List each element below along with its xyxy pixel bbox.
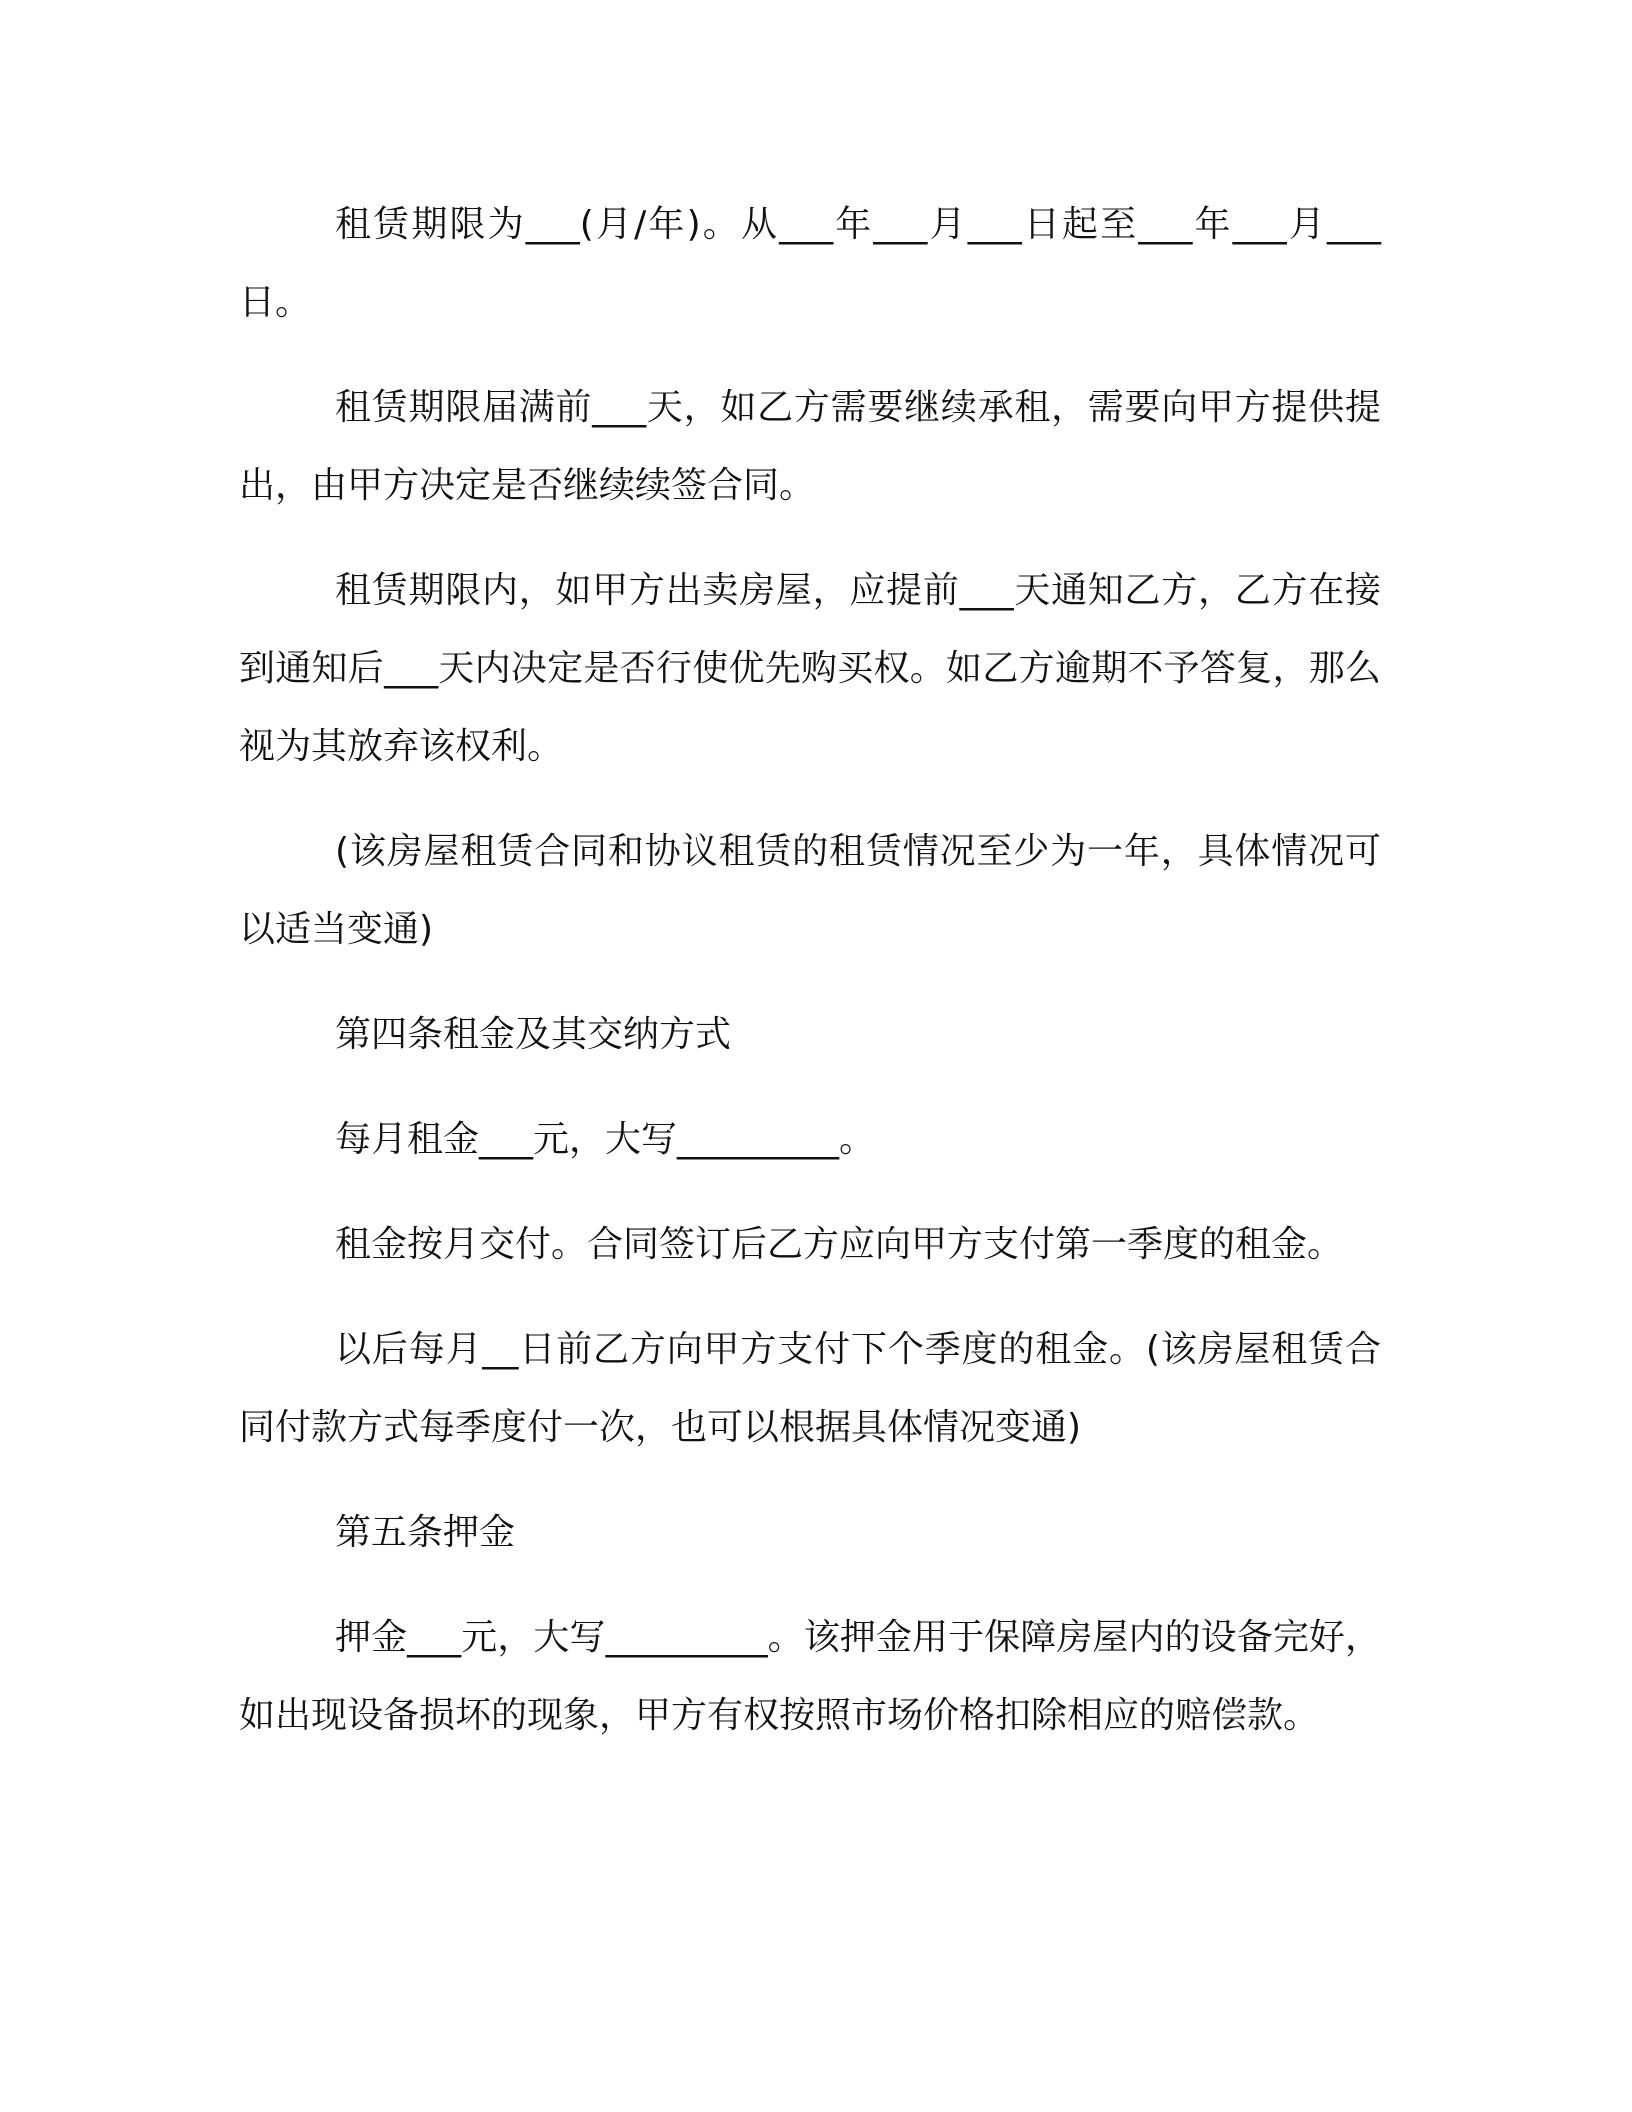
sale-notice-paragraph: 租赁期限内，如甲方出卖房屋，应提前___天通知乙方，乙方在接到通知后___天内决定是否行使优先购买权。如乙方逾期不予答复，那么视为其放弃该权利。 — [239, 570, 1381, 767]
deposit-paragraph: 押金___元，大写_________。该押金用于保障房屋内的设备完好，如出现设备损坏的现象，甲方有权按照市场价格扣除相应的赔偿款。 — [239, 1617, 1381, 1736]
quarterly-payment-paragraph: 以后每月__日前乙方向甲方支付下个季度的租金。(该房屋租赁合同付款方式每季度付一次，也可以根据具体情况变通) — [239, 1329, 1381, 1448]
article-four-heading: 第四条租金及其交纳方式 — [335, 1014, 732, 1055]
monthly-rent-paragraph: 每月租金___元，大写_________。 — [335, 1119, 876, 1160]
article-five-heading: 第五条押金 — [335, 1512, 516, 1553]
renewal-paragraph: 租赁期限届满前___天，如乙方需要继续承租，需要向甲方提供提出，由甲方决定是否继续续签合同。 — [239, 387, 1381, 506]
rent-payment-paragraph: 租金按月交付。合同签订后乙方应向甲方支付第一季度的租金。 — [335, 1224, 1344, 1265]
lease-term-paragraph: 租赁期限为___(月/年)。从___年___月___日起至___年___月___日。 — [239, 204, 1381, 323]
lease-duration-note: (该房屋租赁合同和协议租赁的租赁情况至少为一年，具体情况可以适当变通) — [239, 831, 1381, 950]
document-body — [239, 186, 1381, 1782]
